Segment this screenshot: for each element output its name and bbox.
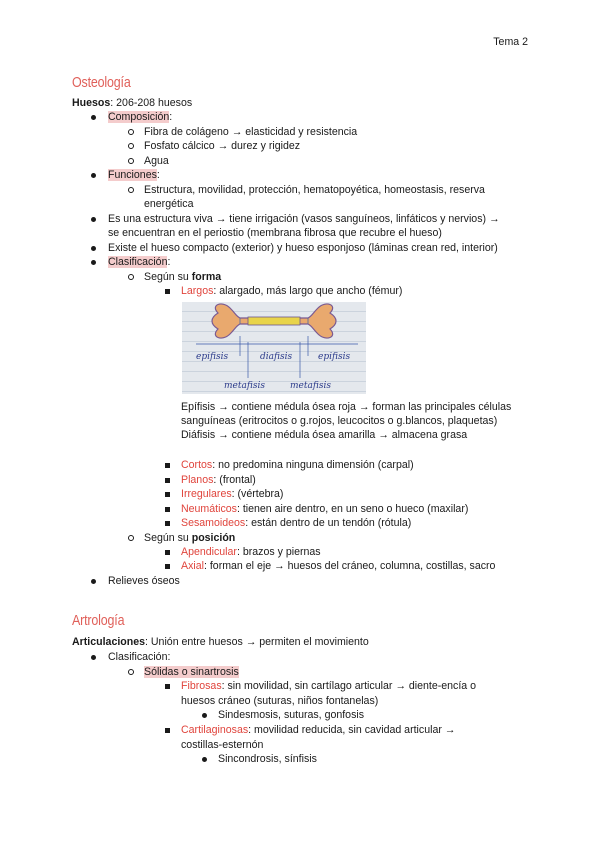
bullet <box>91 115 96 120</box>
list-item <box>181 559 495 574</box>
bullet <box>165 728 170 733</box>
posicion-pre: Según su <box>144 532 192 544</box>
irregulares-text: : (vértebra) <box>231 488 284 500</box>
list-item: Agua <box>144 155 169 167</box>
list-item <box>181 502 468 517</box>
fibrosas-text-cont: huesos cráneo (suturas, niños fontanelas) <box>181 695 379 707</box>
list-item: Sincondrosis, sínfisis <box>218 753 317 765</box>
list-item <box>181 458 414 473</box>
cortos-label: Cortos <box>181 459 213 471</box>
page-header: Tema 2 <box>493 36 528 48</box>
bone-drawing-image <box>182 302 366 394</box>
list-item: Fosfato cálcico → durez y rigidez <box>144 140 301 152</box>
epifisis-text-cont: sanguíneas (eritrocitos o g.rojos, leucocitos o g.blancos, plaquetas) <box>181 415 498 427</box>
bullet <box>128 669 134 675</box>
list-item <box>181 516 411 531</box>
bullet <box>202 713 207 718</box>
section-title-osteologia: Osteología <box>72 75 131 91</box>
huesos-line <box>72 96 192 111</box>
list-item: Relieves óseos <box>108 575 180 587</box>
bullet <box>128 143 134 149</box>
bullet <box>91 173 96 178</box>
list-item: Existe el hueso compacto (exterior) y hueso esponjoso (láminas crean red, interior) <box>108 242 498 254</box>
funciones-label: Funciones <box>108 169 157 181</box>
drawing-label-diafisis: diafisis <box>260 352 293 362</box>
bullet <box>91 246 96 251</box>
solidas-line <box>144 665 239 680</box>
articulaciones-label: Articulaciones <box>72 636 146 648</box>
list-item: Es una estructura viva → tiene irrigación (vasos sanguíneos, linfáticos y nervios) → <box>108 213 500 225</box>
drawing-label-epifisis-1: epifisis <box>196 352 229 362</box>
bullet <box>91 260 96 265</box>
planos-text: : (frontal) <box>213 474 256 486</box>
bullet <box>91 579 96 584</box>
list-item <box>181 487 283 502</box>
irregulares-label: Irregulares <box>181 488 232 500</box>
neumaticos-text: : tienen aire dentro, en un seno o hueco (maxilar) <box>236 503 469 515</box>
clasificacion-line <box>108 255 170 270</box>
bullet <box>165 478 170 483</box>
axial-label: Axial <box>181 560 204 572</box>
bullet <box>128 158 134 164</box>
list-item <box>181 545 321 560</box>
bullet <box>128 129 134 135</box>
list-item: Estructura, movilidad, protección, hematopoyética, homeostasis, reserva <box>144 184 485 196</box>
epifisis-text: Epífisis → contiene médula ósea roja → forman las principales células <box>181 401 512 413</box>
forma-line <box>144 270 221 285</box>
cortos-text: : no predomina ninguna dimensión (carpal) <box>212 459 414 471</box>
cartilaginosas-line <box>181 723 455 738</box>
funciones-colon: : <box>156 169 160 181</box>
huesos-text: : 206-208 huesos <box>110 97 193 109</box>
list-item <box>181 473 256 488</box>
sesamoideos-text: : están dentro de un tendón (rótula) <box>245 517 412 529</box>
section-title-artrologia: Artrología <box>72 613 125 629</box>
fibrosas-label: Fibrosas <box>181 680 222 692</box>
bullet <box>202 757 207 762</box>
bullet <box>165 521 170 526</box>
list-item: Fibra de colágeno → elasticidad y resistencia <box>144 126 358 138</box>
list-item: Sindesmosis, suturas, gonfosis <box>218 709 365 721</box>
composicion-colon: : <box>169 111 173 123</box>
bullet <box>165 289 170 294</box>
sesamoideos-label: Sesamoideos <box>181 517 246 529</box>
clasificacion-colon: : <box>167 256 171 268</box>
neumaticos-label: Neumáticos <box>181 503 237 515</box>
largos-label: Largos <box>181 285 214 297</box>
drawing-label-metafisis-1: metafisis <box>224 381 265 391</box>
drawing-label-epifisis-2: epifisis <box>318 352 351 362</box>
composicion-line <box>108 110 172 125</box>
largos-text: : alargado, más largo que ancho (fémur) <box>213 285 403 297</box>
drawing-label-metafisis-2: metafisis <box>290 381 331 391</box>
bullet <box>165 684 170 689</box>
articulaciones-line <box>72 635 369 650</box>
solidas-label: Sólidas o sinartrosis <box>144 666 239 678</box>
posicion-bold: posición <box>191 532 236 544</box>
bullet <box>91 217 96 222</box>
axial-text: : forman el eje → huesos del cráneo, columna, costillas, sacro <box>203 560 496 572</box>
bullet <box>165 463 170 468</box>
articulaciones-text: : Unión entre huesos → permiten el movimiento <box>145 636 369 648</box>
bullet <box>165 564 170 569</box>
cartilaginosas-text-cont: costillas-esternón <box>181 739 264 751</box>
fibrosas-text: : sin movilidad, sin cartílago articular → diente-encía o <box>221 680 476 692</box>
largos-line <box>181 284 402 299</box>
bullet <box>128 187 134 193</box>
bullet <box>165 550 170 555</box>
apendicular-label: Apendicular <box>181 546 237 558</box>
bullet <box>128 274 134 280</box>
composicion-label: Composición <box>108 111 170 123</box>
funciones-line <box>108 168 160 183</box>
bullet <box>165 492 170 497</box>
cartilaginosas-label: Cartilaginosas <box>181 724 249 736</box>
forma-pre: Según su <box>144 271 192 283</box>
bullet <box>128 535 134 541</box>
forma-bold: forma <box>191 271 222 283</box>
planos-label: Planos <box>181 474 214 486</box>
list-item: Clasificación: <box>108 651 171 663</box>
list-item-cont: se encuentran en el periostio (membrana fibrosa que recubre el hueso) <box>108 227 442 239</box>
diafisis-text: Diáfisis → contiene médula ósea amarilla → almacena grasa <box>181 429 468 441</box>
huesos-label: Huesos <box>72 97 111 109</box>
clasificacion-label: Clasificación <box>108 256 168 268</box>
fibrosas-line <box>181 679 476 694</box>
bullet <box>91 655 96 660</box>
apendicular-text: : brazos y piernas <box>236 546 321 558</box>
posicion-line <box>144 531 235 546</box>
cartilaginosas-text: : movilidad reducida, sin cavidad articular → <box>248 724 456 736</box>
bullet <box>165 507 170 512</box>
list-item-cont: energética <box>144 198 194 210</box>
